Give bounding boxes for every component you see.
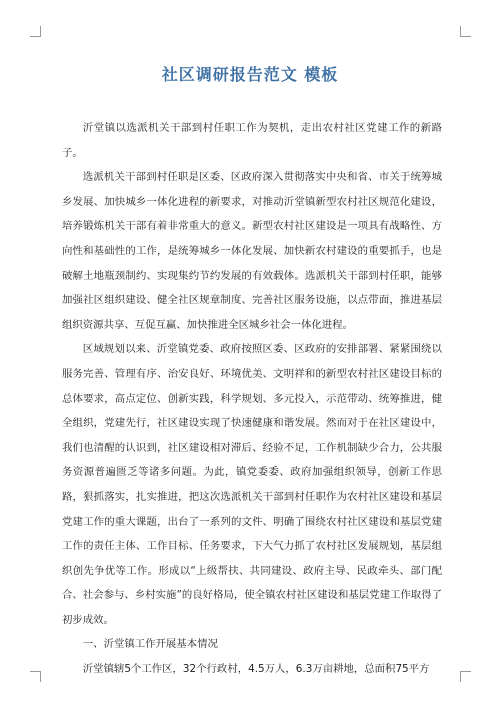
document-title: 社区调研报告范文 模板 bbox=[161, 65, 339, 84]
section-heading: 一、沂堂镇工作开展基本情况 bbox=[82, 638, 218, 651]
paragraph-significance: 选派机关干部到村任职是区委、区政府深入贯彻落实中央和省、市关于统筹城乡发展、加快城乡一体化进程的新要求，对推动沂堂镇新型农村社区规范化建设，培养锻炼机关干部有着非常重大的意义。新型农村社区建设是一项具有战略性、方向性和基础性的工作，是统筹城乡一体化发展、加快新农村建设的重要抓手，也是破解土地瓶颈制约、实现集约节约发展的有效载体。选派机关干部到村任职，能够加强社区组织建设、健全社区规章制度、完善社区服务设施，以点带面，推进基层组织资源共享、互促互赢、加快推进全区城乡社会一体化进程。 bbox=[62, 171, 442, 331]
crop-mark-bottom-left bbox=[30, 671, 41, 682]
paragraph-progress: 区域规划以来、沂堂镇党委、政府按照区委、区政府的安排部署、紧紧围绕以服务完善、管理有序、治安良好、环境优美、文明祥和的新型农村社区建设目标的总体要求，高点定位、创新实践，科学规划、多元投入，示范带动、统筹推进，健全组织，党建先行，社区建设实现了快速健康和谐发展。然而对于在社区建设中，我们也清醒的认识到，社区建设相对滞后、经验不足，工作机制缺少合力，公共服务资源普遍匮乏等诸多问题。为此，镇党委委、政府加强组织领导，创新工作思路，狠抓落实，扎实推进，把这次选派机关干部到村任职作为农村社区建设和基层党建工作的重大课题，出台了一系列的文件、明确了围绕农村社区建设和基层党建工作的责任主体、工作目标、任务要求，下大气力抓了农村社区发展规划，基层组织创先争优等工作。形成以“上级帮扶、共同建设、政府主导、民政牵头、部门配合、社会参与、乡村实施”的良好格局，使全镇农村社区建设和基层党建工作取得了初步成效。 bbox=[62, 343, 442, 626]
crop-mark-top-left bbox=[30, 26, 41, 37]
crop-mark-bottom-right bbox=[460, 671, 471, 682]
paragraph-basic-info: 沂堂镇辖5个工作区，32个行政村，4.5万人，6.3万亩耕地，总面积75平方 bbox=[82, 663, 430, 676]
paragraph-intro: 沂堂镇以选派机关干部到村任职工作为契机，走出农村社区党建工作的新路子。 bbox=[62, 122, 442, 159]
document-body bbox=[62, 116, 442, 682]
crop-mark-top-right bbox=[460, 26, 471, 37]
